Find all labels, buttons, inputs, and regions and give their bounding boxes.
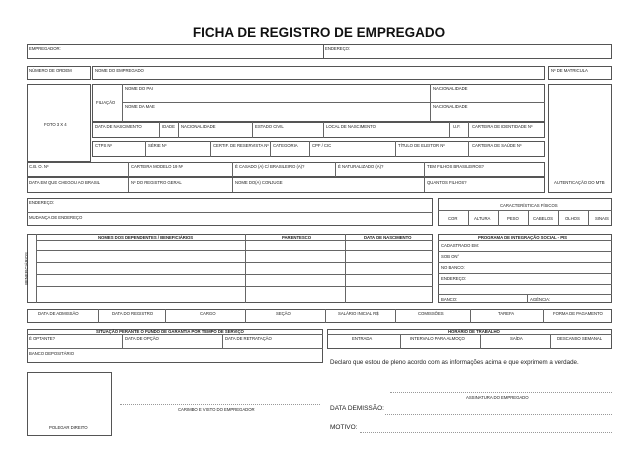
carteira-modelo-label: CARTEIRA MODELO 19 Nº [131,164,184,169]
dependentes-parentesco-header: PARENTESCO [282,235,312,240]
data-chegou-label: DATA EM QUE CHEGOU AO BRASIL [29,180,101,185]
carteira-saude-label: CARTEIRA DE SAÚDE Nº [472,143,522,148]
nacionalidade-mae-label: NACIONALIDADE [433,104,468,109]
chegou-row [27,177,545,193]
intervalo-label: INTERVALO PARA ALMOÇO [410,336,465,341]
data-nascimento-label: DATA DE NASCIMENTO [95,124,142,129]
pis-cadastrado-label: CADASTRADO EM: [441,243,479,248]
filiacao-block [92,84,545,122]
photo-label: FOTO 3 X 4 [44,122,67,127]
matricula-label: Nº DE MATRICULA [551,68,588,73]
endereco-empregador-field[interactable] [323,44,612,59]
pis-title: PROGRAMA DE INTEGRAÇÃO SOCIAL - PIS [478,235,567,240]
uf-label: U.F. [453,124,461,129]
saida-label: SAÍDA [510,336,523,341]
secao-label: SEÇÃO [276,311,291,316]
caracteristicas-title: CARACTERÍSTICAS FÍSICOS [500,203,558,208]
data-admissao-label: DATA DE ADMISSÃO [38,311,79,316]
entrada-label: ENTRADA [352,336,373,341]
certif-reservista-label: CERTIF. DE RESERVISTA Nº [213,143,269,148]
declaration-text: Declaro que estou de pleno acordo com as informações acima e que exprimem a verdade. [330,359,579,366]
peso-label: PESO [507,216,519,221]
cpf-cic-label: CPF / CIC [312,143,332,148]
beneficiarios-side-label: BENEFICIÁRIOS [23,252,29,285]
pis-no-banco-label: NO BANCO: [441,265,465,270]
numero-ordem-label: NÚMERO DE ORDEM [29,68,72,73]
titulo-eleitor-label: TÍTULO DE ELEITOR Nº [398,143,445,148]
empregador-field[interactable] [27,44,324,59]
comissoes-label: COMISSÕES [418,311,444,316]
data-demissao-label: DATA DEMISSÃO: [330,405,384,412]
carteira-identidade-label: CARTEIRA DE IDENTIDADE Nº [472,124,533,129]
dependentes-table [27,234,433,303]
estado-civil-label: ESTADO CIVIL [255,124,284,129]
nacionalidade-label: NACIONALIDADE [181,124,216,129]
nome-pai-label: NOME DO PAI [125,86,153,91]
casado-brasileiro-label: É CASADO (A) C/ BRASILEIRO (A)? [235,164,305,169]
naturalizado-label: É NATURALIZADO (A)? [338,164,384,169]
polegar-label: POLEGAR DIREITO [49,425,88,430]
nome-empregado-label: NOME DO EMPREGADO [95,68,144,73]
autenticacao-label: AUTENTICAÇÃO DO MTB [554,180,605,185]
autenticacao-box [548,84,612,193]
cargo-label: CARGO [200,311,216,316]
sinais-label: SINAIS [595,216,609,221]
serie-label: SÉRIE Nº [148,143,167,148]
salario-label: SALÁRIO INICIAL R$ [338,311,379,316]
descanso-label: DESCANSO SEMANAL [557,336,603,341]
tarefa-label: TAREFA [498,311,515,316]
dependentes-data-header: DATA DE NASCIMENTO [364,235,412,240]
nome-empregado-field[interactable] [92,66,545,80]
altura-label: ALTURA [474,216,491,221]
endereco-label: ENDEREÇO: [29,200,55,205]
filhos-brasileiros-label: TEM FILHOS BRASILEIROS? [427,164,484,169]
data-registro-label: DATA DO REGISTRO [112,311,154,316]
data-opcao-label: DATA DE OPÇÃO [125,336,159,341]
categoria-label: CATEGORIA [273,143,298,148]
carimbo-label: CARIMBO E VISTO DO EMPREGADOR [178,407,255,412]
endereco-empregador-label: ENDEREÇO: [325,46,351,51]
horario-title: HORÁRIO DE TRABALHO [448,329,500,334]
data-retratacao-label: DATA DE RETRATAÇÃO [225,336,272,341]
pis-sob-label: SOB ON° [441,254,460,259]
mudanca-endereco-label: MUDANÇA DE ENDEREÇO [29,215,83,220]
registro-geral-label: Nº DO REGISTRO GERAL [131,180,182,185]
banco-depositario-label: BANCO DEPOSITÁRIO [29,351,74,356]
cbo-label: C.B. O. Nº [29,164,49,169]
local-nascimento-label: LOCAL DE NASCIMENTO [326,124,376,129]
nome-conjuge-label: NOME DO(A) CONJUGE [235,180,283,185]
idade-label: IDADE [162,124,175,129]
forma-pagamento-label: FORMA DE PAGAMENTO [553,311,603,316]
ctps-label: CTPS Nº [95,143,112,148]
optante-label: É OPTANTE? [29,336,55,341]
motivo-label: MOTIVO: [330,424,358,431]
filiacao-label: FILIAÇÃO [96,100,116,105]
fgts-title: SITUAÇÃO PERANTE O FUNDO DE GARANTIA POR TEMPO DE SERVIÇO [96,329,244,334]
cabelos-label: CABELOS [533,216,553,221]
pis-banco-label: BANCO: [441,297,458,302]
pis-endereco-label: ENDEREÇO: [441,276,467,281]
dependentes-nomes-header: NOMES DOS DEPENDENTES / BENEFICIÁRIOS [98,235,194,240]
olhos-label: OLHOS [565,216,580,221]
quantos-filhos-label: QUANTOS FILHOS? [427,180,467,185]
pis-agencia-label: AGÊNCIA: [530,297,551,302]
empregador-label: EMPREGADOR: [29,46,61,51]
assinatura-label: ASSINATURA DO EMPREGADO [466,395,529,400]
cor-label: COR [448,216,458,221]
nome-mae-label: NOME DA MAE [125,104,155,109]
page-title: FICHA DE REGISTRO DE EMPREGADO [192,25,446,40]
nacionalidade-pai-label: NACIONALIDADE [433,86,468,91]
